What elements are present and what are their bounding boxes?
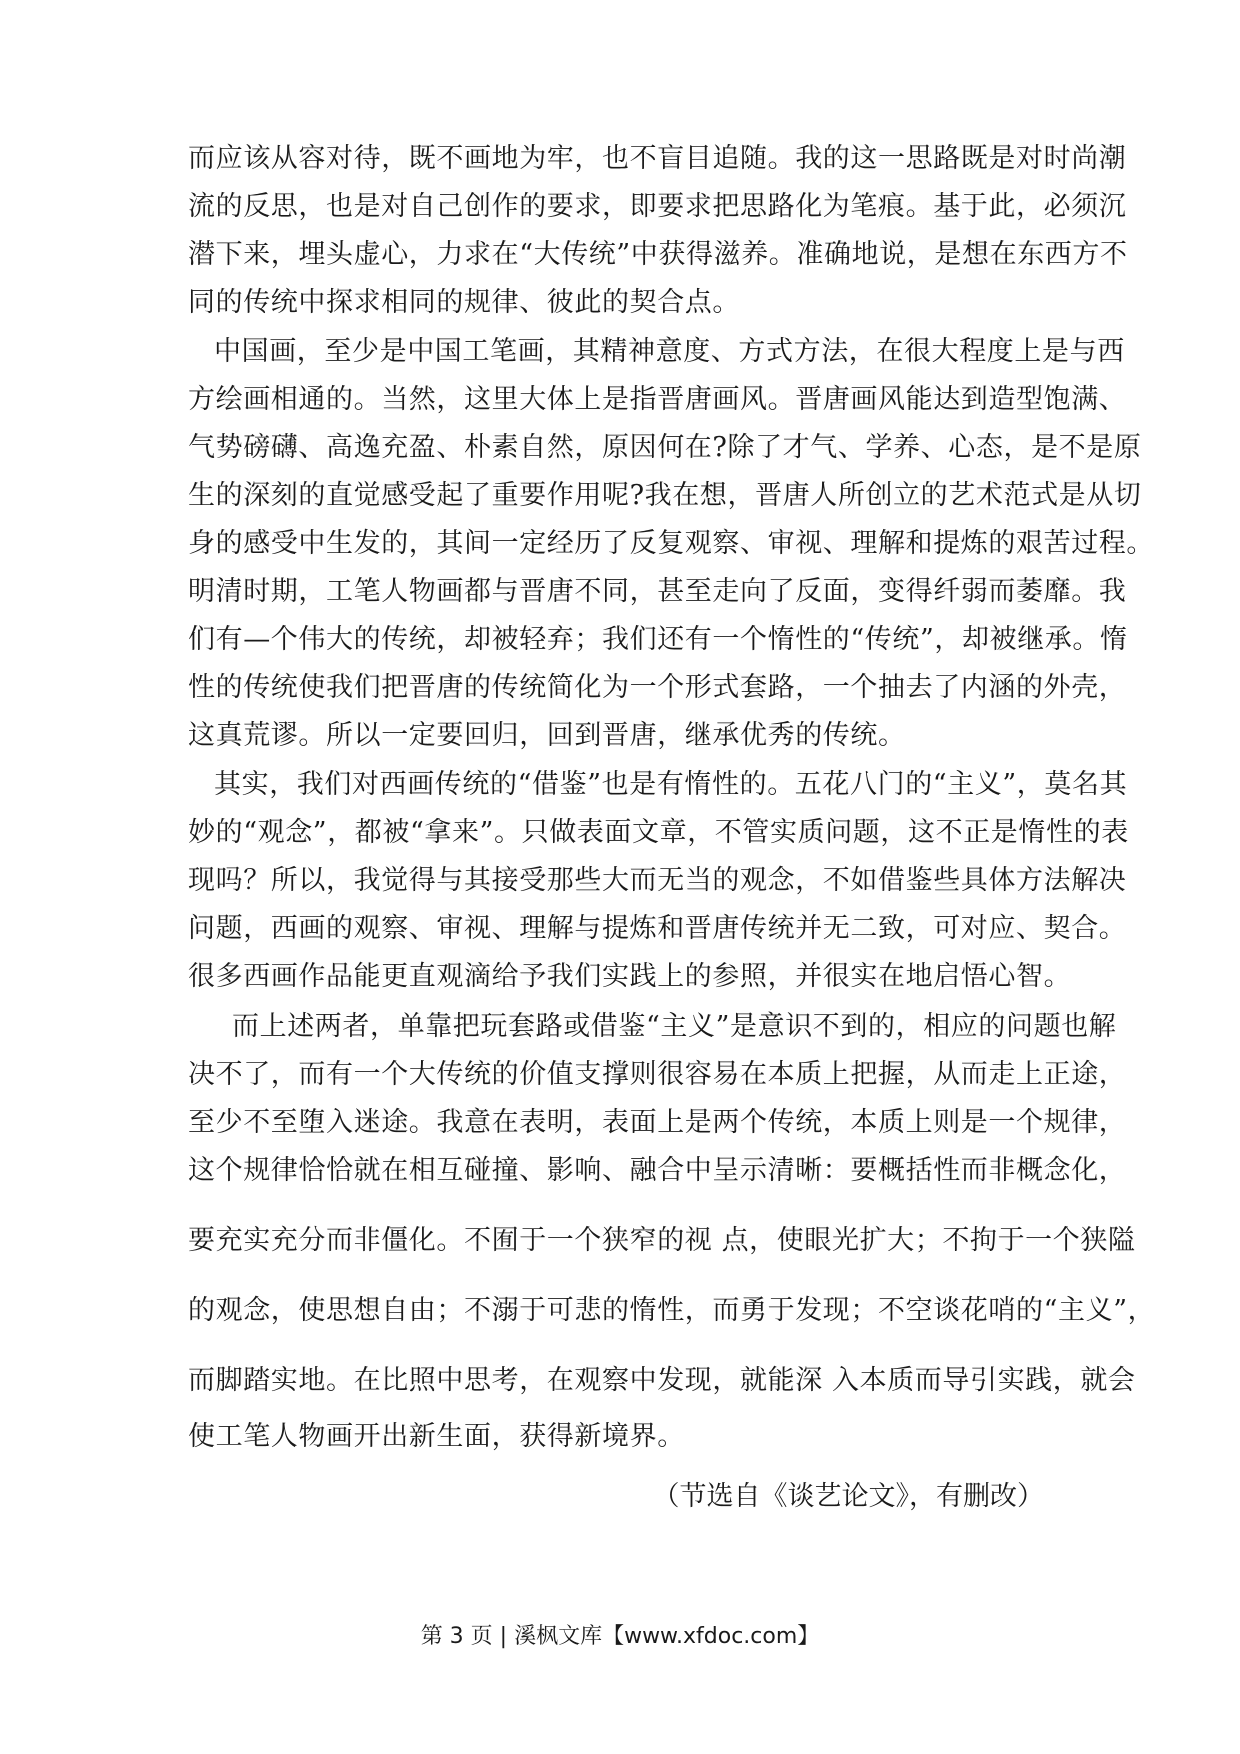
text-line: 性的传统使我们把晋唐的传统简化为一个形式套路，一个抽去了内涵的外壳， [188, 672, 1127, 703]
text-line: 明清时期，工笔人物画都与晋唐不同，甚至走向了反面，变得纤弱而萎靡。我 [188, 576, 1127, 607]
text-line: 问题，西画的观察、审视、理解与提炼和晋唐传统并无二致，可对应、契合。 [188, 913, 1127, 944]
text-line: 要充实充分而非僵化。不囿于一个狭窄的视 点，使眼光扩大；不拘于一个狭隘 [188, 1225, 1136, 1256]
text-line: 而脚踏实地。在比照中思考，在观察中发现，就能深 入本质而导引实践，就会 [188, 1365, 1136, 1396]
text-line: 至少不至堕入迷途。我意在表明，表面上是两个传统，本质上则是一个规律， [188, 1107, 1127, 1138]
text-line: 的观念，使思想自由；不溺于可悲的惰性，而勇于发现；不空谈花哨的“主义”， [188, 1295, 1156, 1326]
text-line: 使工笔人物画开出新生面，获得新境界。 [188, 1421, 685, 1452]
page-footer: 第 3 页 | 溪枫文库【www.xfdoc.com】 [420, 1624, 820, 1649]
text-line: 而应该从容对待，既不画地为牢，也不盲目追随。我的这一思路既是对时尚潮 [188, 143, 1127, 174]
text-line: 而上述两者，单靠把玩套路或借鉴“主义”是意识不到的，相应的问题也解 [232, 1011, 1117, 1042]
text-line: 现吗？所以，我觉得与其接受那些大而无当的观念，不如借鉴些具体方法解决 [188, 865, 1127, 896]
text-line: 这真荒谬。所以一定要回归，回到晋唐，继承优秀的传统。 [188, 720, 906, 751]
text-line: 生的深刻的直觉感受起了重要作用呢?我在想，晋唐人所创立的艺术范式是从切 [188, 480, 1142, 511]
text-line: 身的感受中生发的，其间一定经历了反复观察、审视、理解和提炼的艰苦过程。 [188, 528, 1154, 559]
text-line: 流的反思，也是对自己创作的要求，即要求把思路化为笔痕。基于此，必须沉 [188, 191, 1127, 222]
text-line: 气势磅礴、高逸充盈、朴素自然，原因何在?除了才气、学养、心态，是不是原 [188, 432, 1142, 463]
text-line: 潜下来，埋头虚心，力求在“大传统”中获得滋养。准确地说，是想在东西方不 [188, 239, 1128, 270]
text-line: 们有—个伟大的传统，却被轻弃；我们还有一个惰性的“传统”，却被继承。惰 [188, 624, 1128, 655]
text-line: 其实，我们对西画传统的“借鉴”也是有惰性的。五花八门的“主义”，莫名其 [214, 769, 1128, 800]
text-line: 很多西画作品能更直观滴给予我们实践上的参照，并很实在地启悟心智。 [188, 961, 1072, 992]
text-line: 这个规律恰恰就在相互碰撞、影响、融合中呈示清晰：要概括性而非概念化， [188, 1155, 1127, 1186]
text-line: 同的传统中探求相同的规律、彼此的契合点。 [188, 287, 740, 318]
text-line: 决不了，而有一个大传统的价值支撑则很容易在本质上把握，从而走上正途， [188, 1059, 1127, 1090]
text-line: 方绘画相通的。当然，这里大体上是指晋唐画风。晋唐画风能达到造型饱满、 [188, 384, 1127, 415]
source-citation: （节选自《谈艺论文》，有删改） [652, 1481, 1044, 1512]
text-line: 妙的“观念”，都被“拿来”。只做表面文章，不管实质问题，这不正是惰性的表 [188, 817, 1129, 848]
text-line: 中国画，至少是中国工笔画，其精神意度、方式方法，在很大程度上是与西 [214, 336, 1125, 367]
